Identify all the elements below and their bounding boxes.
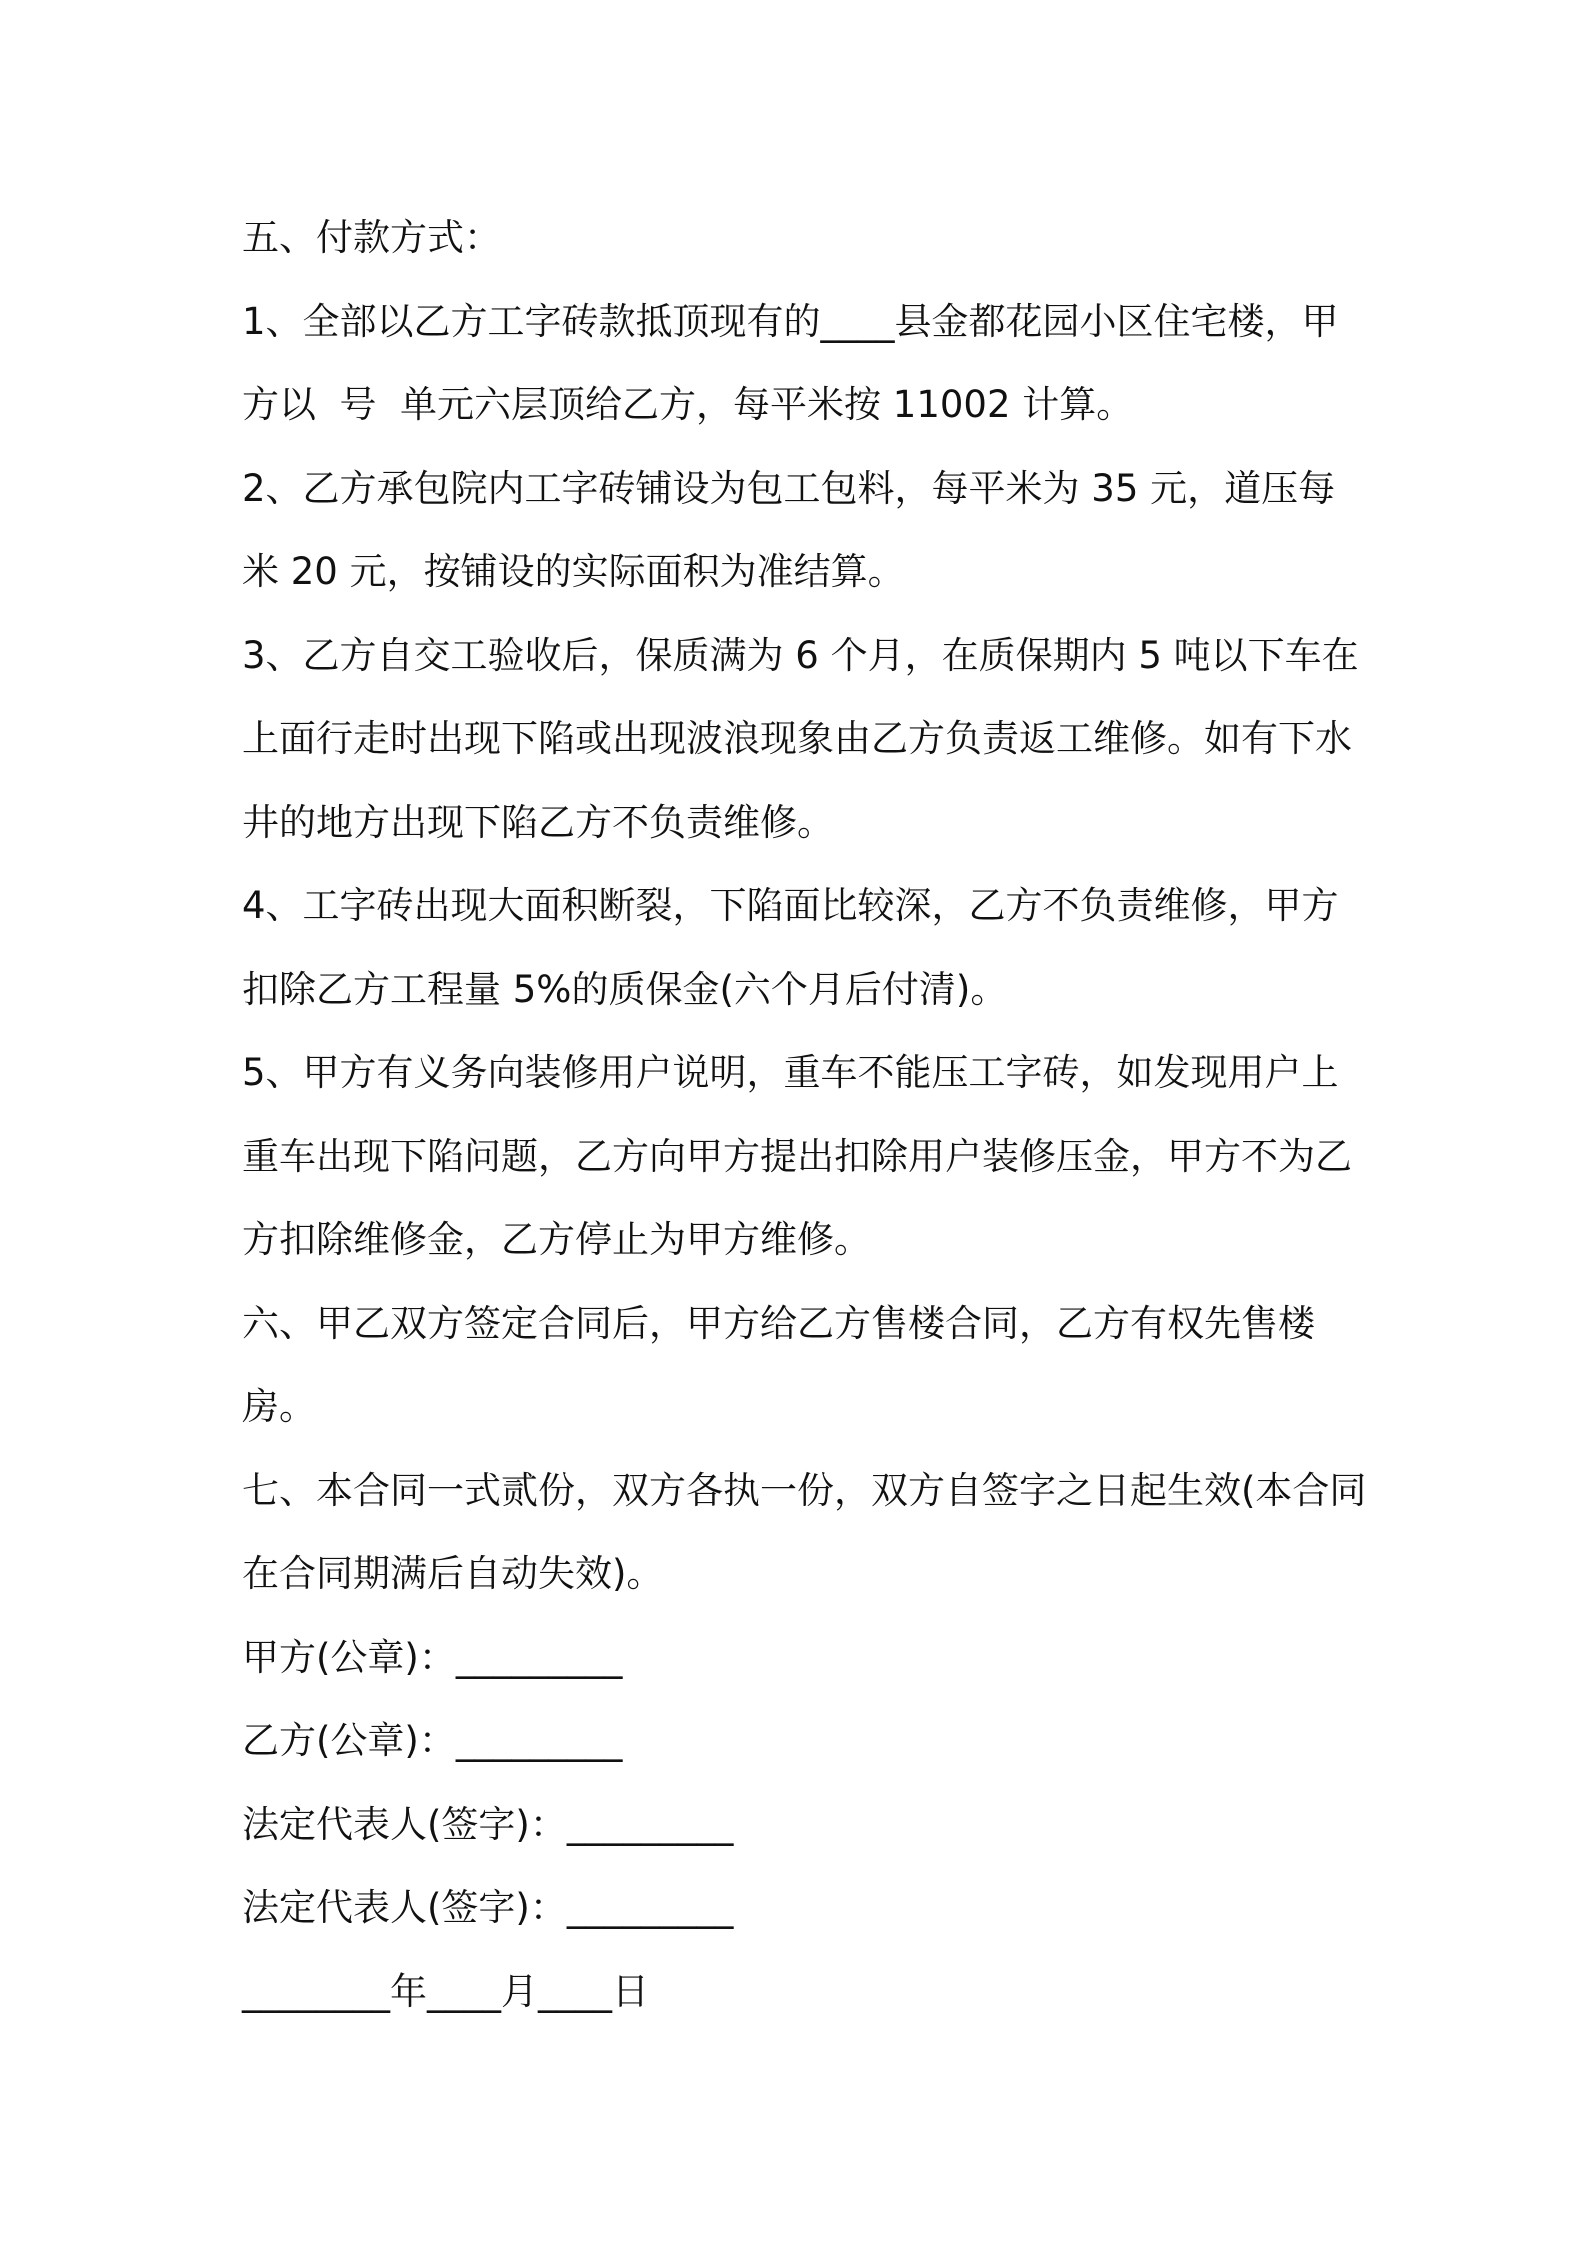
payment-item-2: 2、乙方承包院内工字砖铺设为包工包料，每平米为 35 元，道压每米 20 元，按铺设的实际面积为准结算。 <box>242 466 1336 593</box>
payment-item-4: 4、工字砖出现大面积断裂，下陷面比较深，乙方不负责维修，甲方扣除乙方工程量 5%的质保金(六个月后付清)。 <box>242 884 1339 1011</box>
payment-item-3: 3、乙方自交工验收后，保质满为 6 个月，在质保期内 5 吨以下车在上面行走时出现下陷或出现波浪现象由乙方负责返工维修。如有下水井的地方出现下陷乙方不负责维修。 <box>242 633 1359 844</box>
party-b-seal-line: 乙方(公章)：_________ <box>242 1719 623 1762</box>
party-a-seal-line: 甲方(公章)：_________ <box>242 1635 623 1679</box>
section-5-heading: 五、付款方式： <box>242 216 501 259</box>
legal-rep-signature-line-b: 法定代表人(签字)：_________ <box>242 1886 734 1929</box>
date-line: ________年____月____日 <box>242 1969 649 2013</box>
section-6-clause: 六、甲乙双方签定合同后，甲方给乙方售楼合同，乙方有权先售楼房。 <box>242 1301 1315 1428</box>
document-body <box>242 196 1372 2033</box>
section-7-clause: 七、本合同一式贰份，双方各执一份，双方自签字之日起生效(本合同在合同期满后自动失效)。 <box>242 1468 1367 1595</box>
payment-item-5: 5、甲方有义务向装修用户说明，重车不能压工字砖，如发现用户上重车出现下陷问题，乙方向甲方提出扣除用户装修压金，甲方不为乙方扣除维修金，乙方停止为甲方维修。 <box>242 1051 1352 1261</box>
payment-item-1: 1、全部以乙方工字砖款抵顶现有的____县金都花园小区住宅楼，甲方以 号 单元六层顶给乙方，每平米按 11002 计算。 <box>242 299 1339 426</box>
legal-rep-signature-line-a: 法定代表人(签字)：_________ <box>242 1802 734 1846</box>
